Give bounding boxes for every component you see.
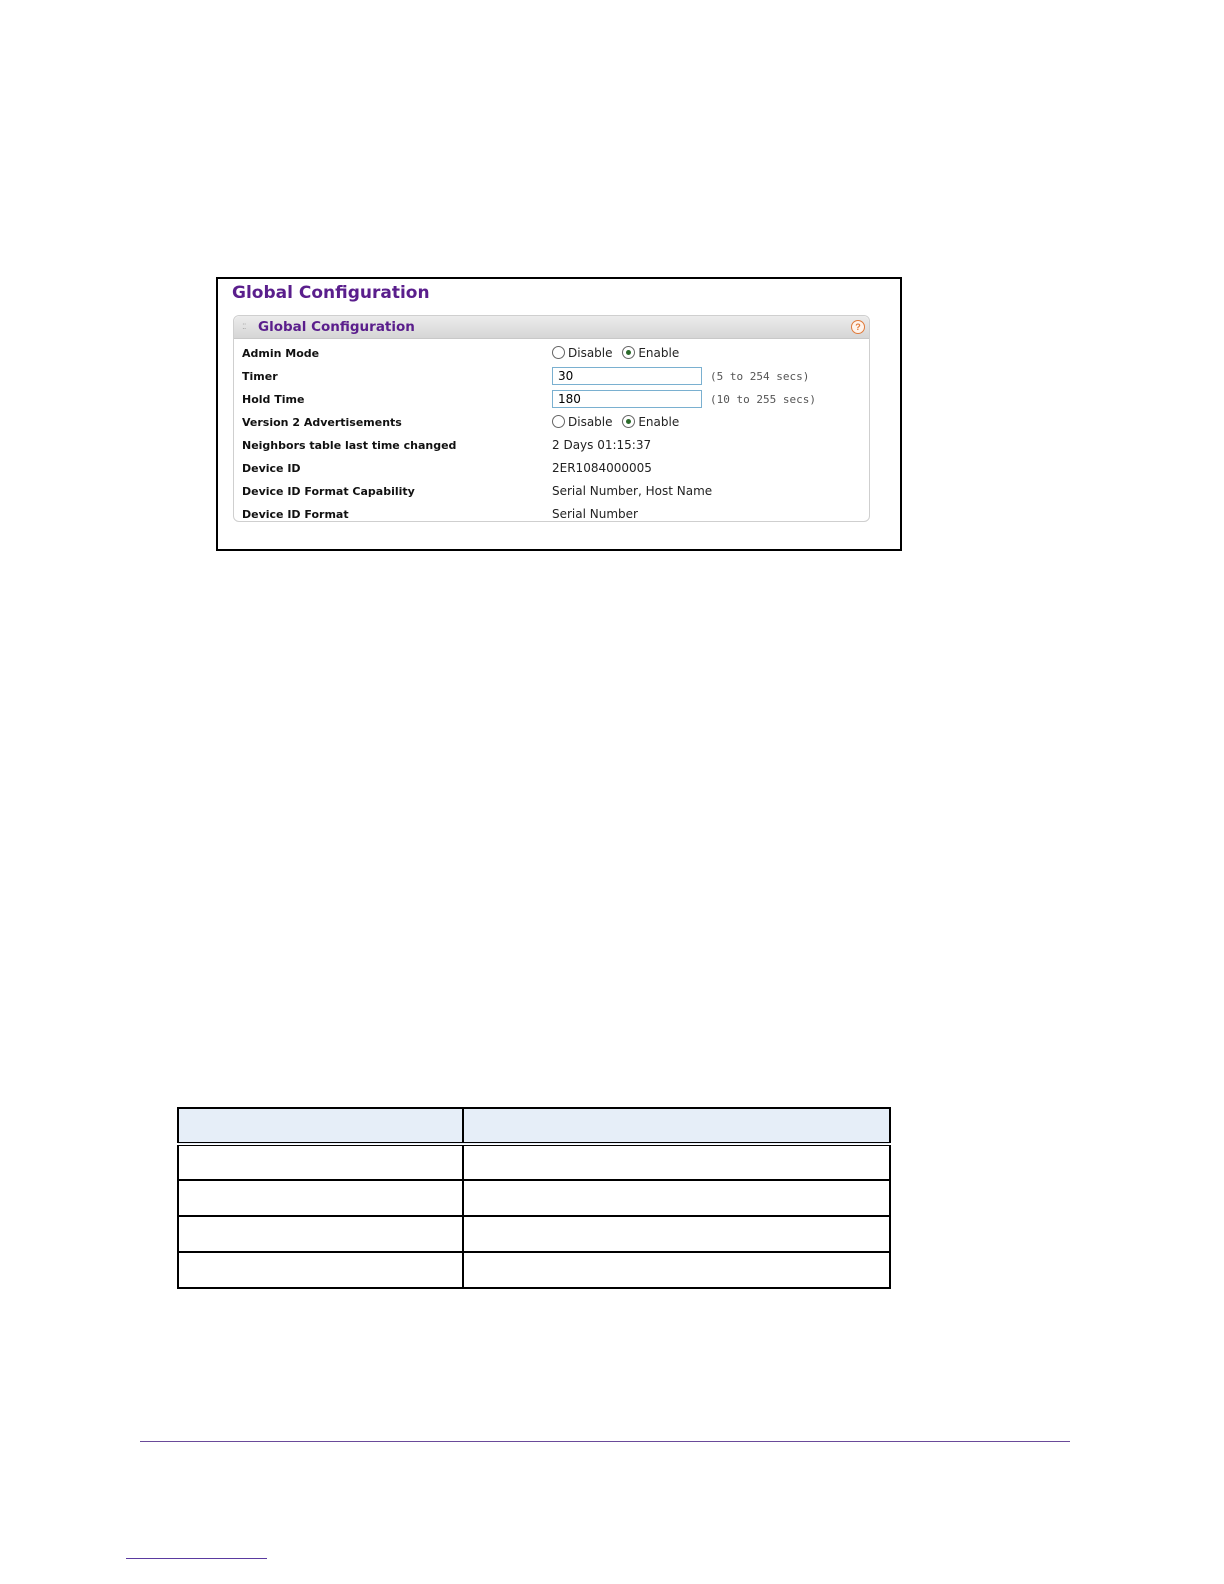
- device-id-format-capability-row: [234, 481, 869, 503]
- hold-time-label: Hold Time: [242, 393, 305, 406]
- admin-mode-label: Admin Mode: [242, 347, 320, 360]
- hold-time-row: [234, 389, 869, 411]
- admin-mode-radio-group: [552, 346, 685, 360]
- admin-mode-row: [234, 343, 869, 365]
- admin-mode-disable-label: Disable: [568, 346, 613, 360]
- table-cell: [178, 1144, 463, 1180]
- panel-header: [234, 316, 869, 339]
- table-cell: [178, 1216, 463, 1252]
- table-cell: [463, 1252, 890, 1288]
- device-id-format-capability-label: Device ID Format Capability: [242, 485, 415, 498]
- version2-radio-group: [552, 415, 685, 429]
- table-cell: [463, 1216, 890, 1252]
- timer-row: [234, 366, 869, 388]
- table-cell: [463, 1180, 890, 1216]
- description-table: [177, 1107, 891, 1289]
- table-cell: [178, 1252, 463, 1288]
- table-row: [178, 1216, 890, 1252]
- table-row: [178, 1180, 890, 1216]
- footer-divider: [140, 1441, 1070, 1442]
- timer-input[interactable]: [552, 367, 702, 385]
- device-id-row: [234, 458, 869, 480]
- admin-mode-enable-radio[interactable]: [622, 346, 635, 359]
- table-header-cell: [463, 1108, 890, 1144]
- admin-mode-enable-label: Enable: [638, 346, 680, 360]
- version2-advertisements-row: [234, 412, 869, 434]
- screenshot-frame: [216, 277, 902, 551]
- table-cell: [178, 1180, 463, 1216]
- version2-disable-label: Disable: [568, 415, 613, 429]
- device-id-format-label: Device ID Format: [242, 508, 349, 521]
- hold-time-input[interactable]: [552, 390, 702, 408]
- help-icon[interactable]: ?: [851, 320, 865, 334]
- version2-disable-radio[interactable]: [552, 415, 565, 428]
- device-id-label: Device ID: [242, 462, 301, 475]
- version2-enable-label: Enable: [638, 415, 680, 429]
- device-id-value: 2ER1084000005: [552, 461, 652, 475]
- version2-enable-radio[interactable]: [622, 415, 635, 428]
- table-cell: [463, 1144, 890, 1180]
- table-row: [178, 1252, 890, 1288]
- drag-handle-icon: ::: [242, 321, 246, 332]
- version2-advertisements-label: Version 2 Advertisements: [242, 416, 402, 429]
- device-id-format-row: [234, 504, 869, 526]
- neighbors-table-changed-row: [234, 435, 869, 457]
- admin-mode-disable-radio[interactable]: [552, 346, 565, 359]
- device-id-format-value: Serial Number: [552, 507, 638, 521]
- timer-hint: (5 to 254 secs): [710, 370, 810, 383]
- table-row: [178, 1144, 890, 1180]
- panel-title: Global Configuration: [258, 319, 415, 335]
- footer-link-underline: [126, 1558, 267, 1559]
- global-configuration-panel: [233, 315, 870, 522]
- timer-label: Timer: [242, 370, 278, 383]
- neighbors-table-changed-value: 2 Days 01:15:37: [552, 438, 652, 452]
- table-header-cell: [178, 1108, 463, 1144]
- hold-time-hint: (10 to 255 secs): [710, 393, 816, 406]
- neighbors-table-changed-label: Neighbors table last time changed: [242, 439, 457, 452]
- table-header-row: [178, 1108, 890, 1144]
- page-title: Global Configuration: [232, 283, 430, 303]
- device-id-format-capability-value: Serial Number, Host Name: [552, 484, 713, 498]
